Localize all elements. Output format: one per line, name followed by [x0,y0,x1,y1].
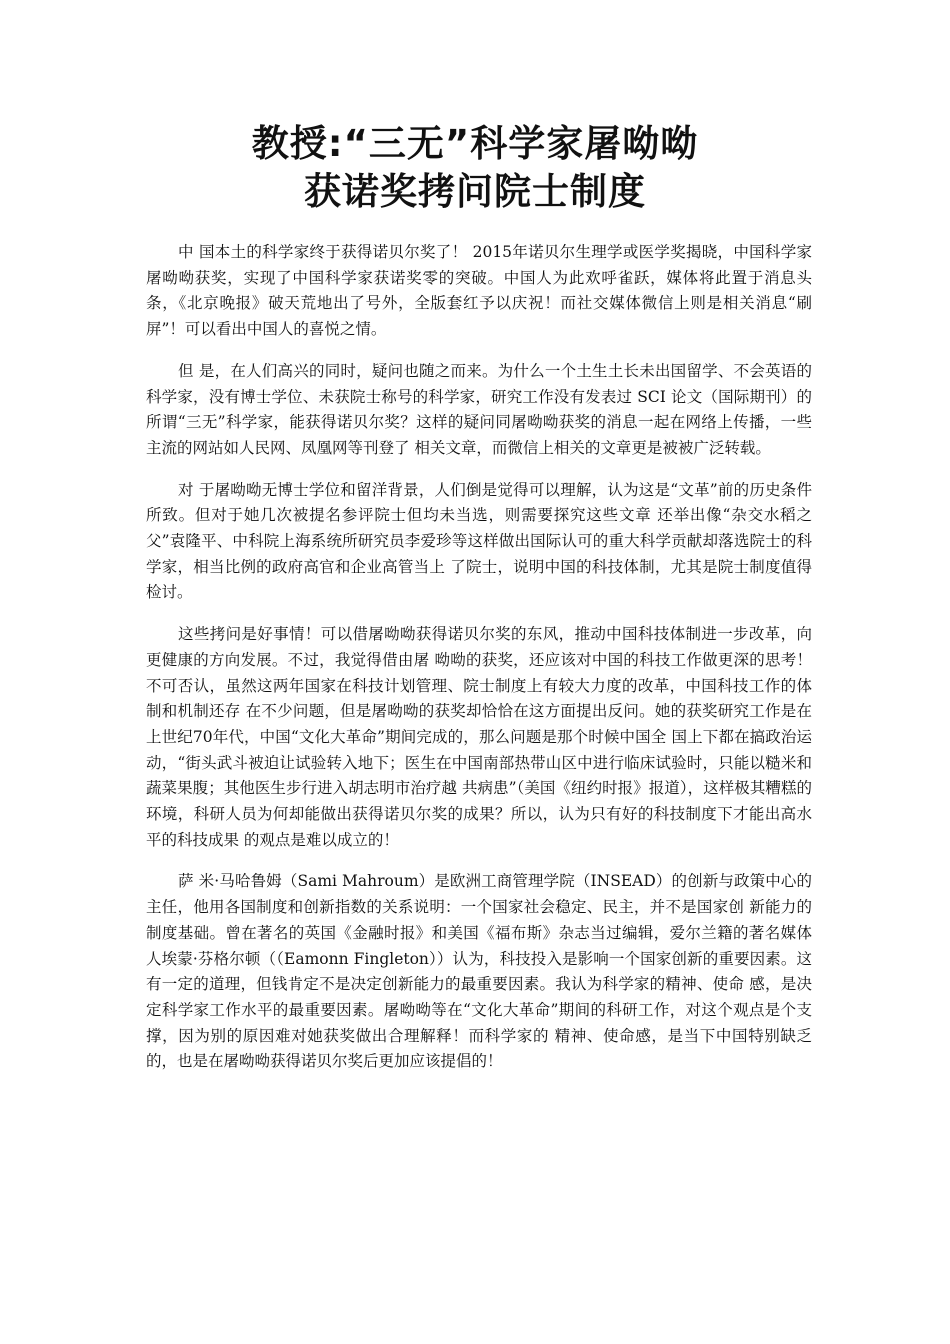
article-title [140,120,810,216]
article-body [146,240,812,1091]
paragraph-5: 萨 米·马哈鲁姆（Sami Mahroum）是欧洲工商管理学院（INSEAD）的创新与政策中心的主任，他用各国制度和创新指数的关系说明：一个国家社会稳定、民主，并不是国家创 新能力的制度基础。曾在著名的英国《金融时报》和美国《福布斯》杂志当过编辑，爱尔兰籍的著名媒体人埃蒙·芬格尔顿（（Eamonn Fingleton））认为，科技投入是影响一个国家创新的重要因素。这有一定的道理，但钱肯定不是决定创新能力的最重要因素。我认为科学家的精神、使命 感，是决定科学家工作水平的最重要因素。屠呦呦等在“文化大革命”期间的科研工作，对这个观点是个支撑，因为别的原因难对她获奖做出合理解释！而科学家的 精神、使命感，是当下中国特别缺乏的，也是在屠呦呦获得诺贝尔奖后更加应该提倡的！ [146,872,812,1071]
paragraph-4: 这些拷问是好事情！可以借屠呦呦获得诺贝尔奖的东风，推动中国科技体制进一步改革，向更健康的方向发展。不过，我觉得借由屠 呦呦的获奖，还应该对中国的科技工作做更深的思考！不可否认，虽然这两年国家在科技计划管理、院士制度上有较大力度的改革，中国科技工作的体制和机制还存 在不少问题，但是屠呦呦的获奖却恰恰在这方面提出反问。她的获奖研究工作是在上世纪70年代，中国“文化大革命”期间完成的，那么问题是那个时候中国全 国上下都在搞政治运动，“街头武斗被迫让试验转入地下；医生在中国南部热带山区中进行临床试验时，只能以糙米和蔬菜果腹；其他医生步行进入胡志明市治疗越 共病患”（美国《纽约时报》报道），这样极其糟糕的环境，科研人员为何却能做出获得诺贝尔奖的成果？所以，认为只有好的科技制度下才能出高水平的科技成果 的观点是难以成立的！ [146,625,812,849]
paragraph-1: 中 国本土的科学家终于获得诺贝尔奖了！ 2015年诺贝尔生理学或医学奖揭晓，中国科学家屠呦呦获奖，实现了中国科学家获诺奖零的突破。中国人为此欢呼雀跃，媒体将此置于消息头条，《北京晚报》破天荒地出了号外，全版套红予以庆祝！而社交媒体微信上则是相关消息“刷屏”！可以看出中国人的喜悦之情。 [146,243,812,339]
title-line-2: 获诺奖拷问院士制度 [304,170,646,213]
paragraph-3: 对 于屠呦呦无博士学位和留洋背景，人们倒是觉得可以理解，认为这是“文革”前的历史条件所致。但对于她几次被提名参评院士但均未当选，则需要探究这些文章 还举出像“杂交水稻之父”袁隆平、中科院上海系统所研究员李爱珍等这样做出国际认可的重大科学贡献却落选院士的科学家，相当比例的政府高官和企业高管当上 了院士，说明中国的科技体制，尤其是院士制度值得检讨。 [146,480,812,602]
title-line-1: 教授:“三无”科学家屠呦呦 [251,122,699,165]
paragraph-2: 但 是，在人们高兴的同时，疑问也随之而来。为什么一个土生土长未出国留学、不会英语的科学家，没有博士学位、未获院士称号的科学家，研究工作没有发表过 SCI 论文（国际期刊）的所谓“三无”科学家，能获得诺贝尔奖？这样的疑问同屠呦呦获奖的消息一起在网络上传播，一些主流的网站如人民网、凤凰网等刊登了 相关文章，而微信上相关的文章更是被被广泛转载。 [146,361,812,457]
